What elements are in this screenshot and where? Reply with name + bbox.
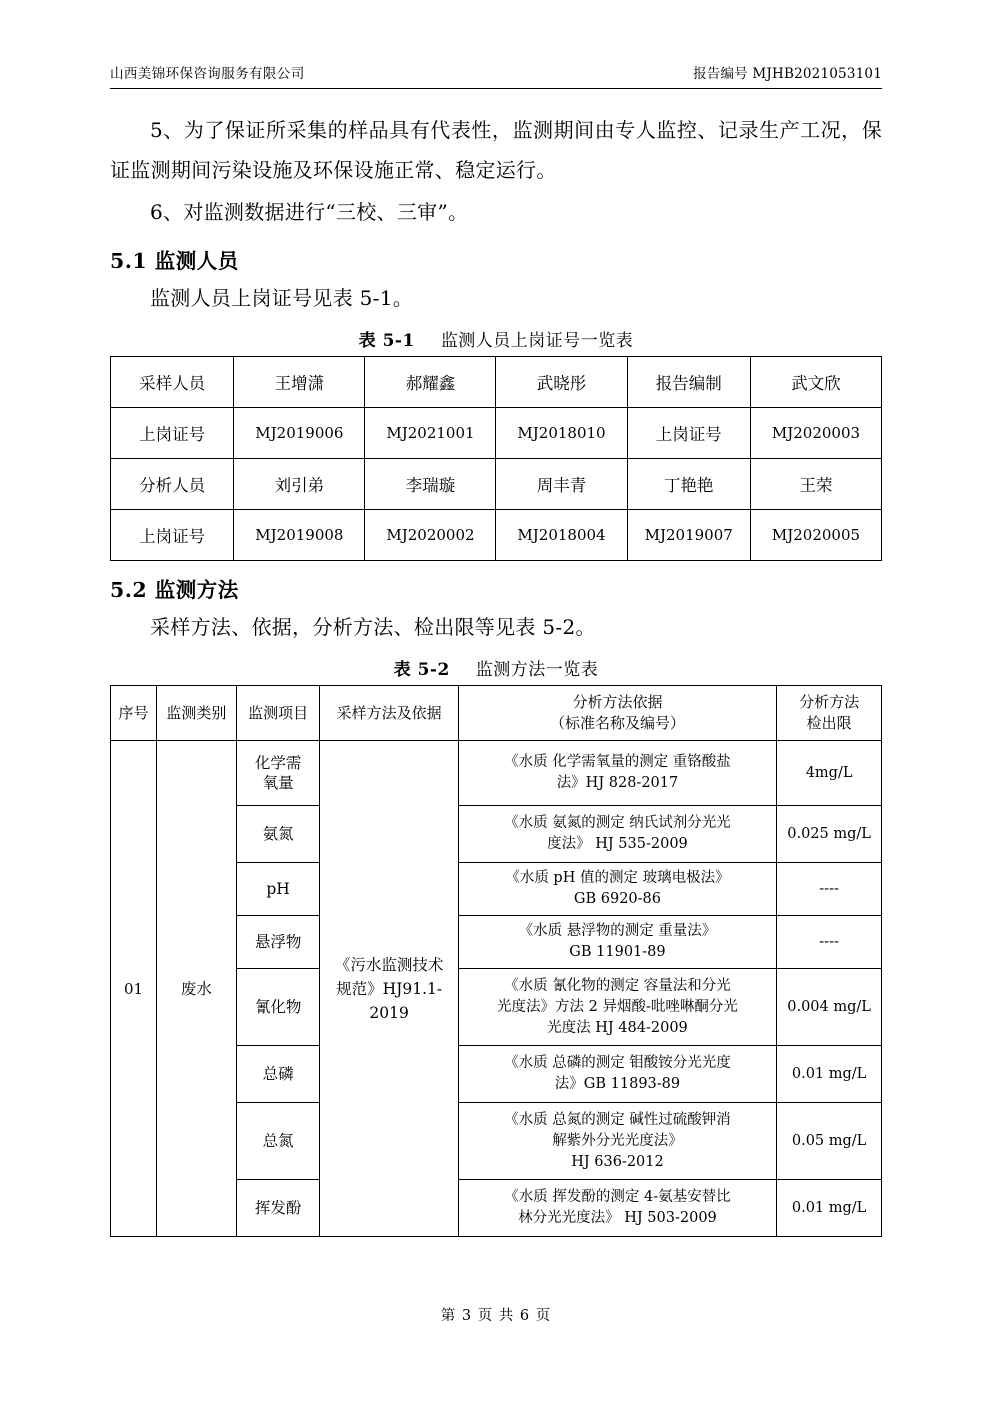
- cell-limit-total-phosphorus: 0.01 mg/L: [777, 1046, 882, 1103]
- basis-line: GB 11901-89: [569, 944, 666, 960]
- cell-item-total-phosphorus: 总磷: [236, 1046, 320, 1103]
- cell-cert-4: MJ2020003: [750, 408, 881, 459]
- basis-line: 度法》 HJ 535-2009: [547, 836, 688, 852]
- cell-basis-cod: [458, 741, 776, 806]
- cell-item-total-nitrogen: 总氮: [236, 1103, 320, 1180]
- personnel-table: [110, 356, 882, 561]
- header-company: 山西美锦环保咨询服务有限公司: [110, 66, 305, 82]
- cell-item-volatile-phenol: 挥发酚: [236, 1180, 320, 1237]
- basis-line: 《水质 总磷的测定 钼酸铵分光光度: [504, 1055, 731, 1071]
- cell-item-cod-line2: 氧量: [262, 774, 294, 792]
- header-detection-limit-line2: 检出限: [806, 714, 852, 732]
- cell-sequence-number: 01: [111, 741, 157, 1237]
- basis-line: 法》HJ 828-2017: [556, 775, 679, 791]
- table-header-row: [111, 686, 882, 741]
- basis-line: 光度法 HJ 484-2009: [547, 1019, 688, 1036]
- table-row: [111, 357, 882, 408]
- cell-basis-ph: [458, 863, 776, 916]
- cell-basis-ss: [458, 916, 776, 969]
- basis-line: 《水质 悬浮物的测定 重量法》: [518, 923, 717, 939]
- cell-basis-volatile-phenol: [458, 1180, 776, 1237]
- table-row: [111, 741, 882, 806]
- cell-basis-ammonia: [458, 806, 776, 863]
- cell-item-ph: pH: [236, 863, 320, 916]
- paragraph-5-1: 监测人员上岗证号见表 5-1。: [150, 286, 414, 310]
- basis-line: 《水质 氰化物的测定 容量法和分光: [504, 977, 731, 994]
- basis-line: 林分光光度法》 HJ 503-2009: [518, 1210, 717, 1226]
- cell-analyst-1: 刘引弟: [234, 459, 365, 510]
- cell-cert-7: MJ2018004: [496, 510, 627, 561]
- page-content: [110, 110, 882, 1237]
- table-2-caption-number: 表 5-2: [393, 660, 450, 680]
- cell-limit-cyanide: 0.004 mg/L: [777, 969, 882, 1046]
- cell-analyst-role: 分析人员: [111, 459, 234, 510]
- basis-line: 光度法》方法 2 异烟酸-吡唑啉酮分光: [497, 998, 738, 1015]
- paragraph-5-2: 采样方法、依据，分析方法、检出限等见表 5-2。: [150, 615, 596, 639]
- cell-limit-ss: ----: [777, 916, 882, 969]
- basis-line: 《水质 pH 值的测定 玻璃电极法》: [505, 870, 730, 886]
- cell-item-cod: [236, 741, 320, 806]
- basis-line: 《水质 氨氮的测定 纳氏试剂分光光: [504, 815, 731, 831]
- cell-limit-ammonia: 0.025 mg/L: [777, 806, 882, 863]
- cell-basis-total-nitrogen: [458, 1103, 776, 1180]
- paragraph-6: 6、对监测数据进行“三校、三审”。: [150, 200, 469, 224]
- cell-sampling-role: 采样人员: [111, 357, 234, 408]
- header-seq: 序号: [111, 686, 157, 741]
- table-row: [111, 408, 882, 459]
- cell-basis-total-phosphorus: [458, 1046, 776, 1103]
- basis-line: 《水质 总氮的测定 碱性过硫酸钾消: [504, 1111, 731, 1128]
- table-2-caption-text: 监测方法一览表: [475, 660, 599, 680]
- cell-cert-label-3: 上岗证号: [111, 510, 234, 561]
- cell-limit-total-nitrogen: 0.05 mg/L: [777, 1103, 882, 1180]
- cell-cert-3: MJ2018010: [496, 408, 627, 459]
- table-2-caption: [110, 655, 882, 680]
- page-header: [110, 62, 882, 89]
- cell-cert-8: MJ2019007: [627, 510, 750, 561]
- table-row: [111, 459, 882, 510]
- basis-line: 法》GB 11893-89: [554, 1076, 681, 1092]
- cell-analyst-3: 周丰青: [496, 459, 627, 510]
- header-category: 监测类别: [157, 686, 237, 741]
- cell-cert-5: MJ2019008: [234, 510, 365, 561]
- cell-analyst-4: 丁艳艳: [627, 459, 750, 510]
- paragraph-5: 5、为了保证所采集的样品具有代表性，监测期间由专人监控、记录生产工况，保证监测期间污染设施及环保设施正常、稳定运行。: [110, 118, 882, 182]
- basis-line: GB 6920-86: [573, 891, 662, 907]
- cell-item-cyanide: 氰化物: [236, 969, 320, 1046]
- cell-sampling-method-line1: 《污水监测技术: [334, 955, 444, 974]
- header-item: 监测项目: [236, 686, 320, 741]
- table-1-caption-number: 表 5-1: [358, 331, 415, 351]
- cell-item-ss: 悬浮物: [236, 916, 320, 969]
- header-report-number: 报告编号 MJHB2021053101: [693, 66, 882, 82]
- cell-limit-cod: 4mg/L: [777, 741, 882, 806]
- cell-cert-label-1: 上岗证号: [111, 408, 234, 459]
- basis-line: 解紫外分光光度法》: [552, 1132, 683, 1149]
- cell-sampler-1: 王增潇: [234, 357, 365, 408]
- cell-sampler-3: 武晓彤: [496, 357, 627, 408]
- header-detection-limit-line1: 分析方法: [799, 693, 860, 711]
- basis-line: 《水质 挥发酚的测定 4-氨基安替比: [504, 1189, 731, 1205]
- cell-sampling-method: [320, 741, 458, 1237]
- section-heading-5-1: 5.1 监测人员: [110, 249, 239, 273]
- cell-category-wastewater: 废水: [157, 741, 237, 1237]
- cell-basis-cyanide: [458, 969, 776, 1046]
- table-row: [111, 510, 882, 561]
- cell-cert-label-2: 上岗证号: [627, 408, 750, 459]
- header-detection-limit: [777, 686, 882, 741]
- table-1-caption-text: 监测人员上岗证号一览表: [440, 331, 634, 351]
- cell-cert-6: MJ2020002: [365, 510, 496, 561]
- basis-line: 《水质 化学需氧量的测定 重铬酸盐: [504, 754, 731, 770]
- cell-limit-volatile-phenol: 0.01 mg/L: [777, 1180, 882, 1237]
- basis-line: HJ 636-2012: [571, 1153, 664, 1170]
- cell-cert-2: MJ2021001: [365, 408, 496, 459]
- section-heading-5-2: 5.2 监测方法: [110, 578, 239, 602]
- cell-cert-1: MJ2019006: [234, 408, 365, 459]
- page-footer: 第 3 页 共 6 页: [440, 1308, 552, 1324]
- table-1-caption: [110, 326, 882, 351]
- cell-item-ammonia: 氨氮: [236, 806, 320, 863]
- header-sampling-method: 采样方法及依据: [320, 686, 458, 741]
- header-analysis-basis: [458, 686, 776, 741]
- cell-analyst-2: 李瑞璇: [365, 459, 496, 510]
- header-analysis-basis-line1: 分析方法依据: [572, 693, 663, 711]
- monitoring-method-table: [110, 685, 882, 1237]
- cell-sampling-method-line2: 规范》HJ91.1-2019: [336, 979, 443, 1022]
- cell-item-cod-line1: 化学需: [254, 754, 302, 772]
- cell-limit-ph: ----: [777, 863, 882, 916]
- cell-sampler-2: 郝耀鑫: [365, 357, 496, 408]
- cell-report-author: 武文欣: [750, 357, 881, 408]
- header-analysis-basis-line2: （标准名称及编号）: [549, 714, 685, 732]
- cell-analyst-5: 王荣: [750, 459, 881, 510]
- cell-report-role: 报告编制: [627, 357, 750, 408]
- cell-cert-9: MJ2020005: [750, 510, 881, 561]
